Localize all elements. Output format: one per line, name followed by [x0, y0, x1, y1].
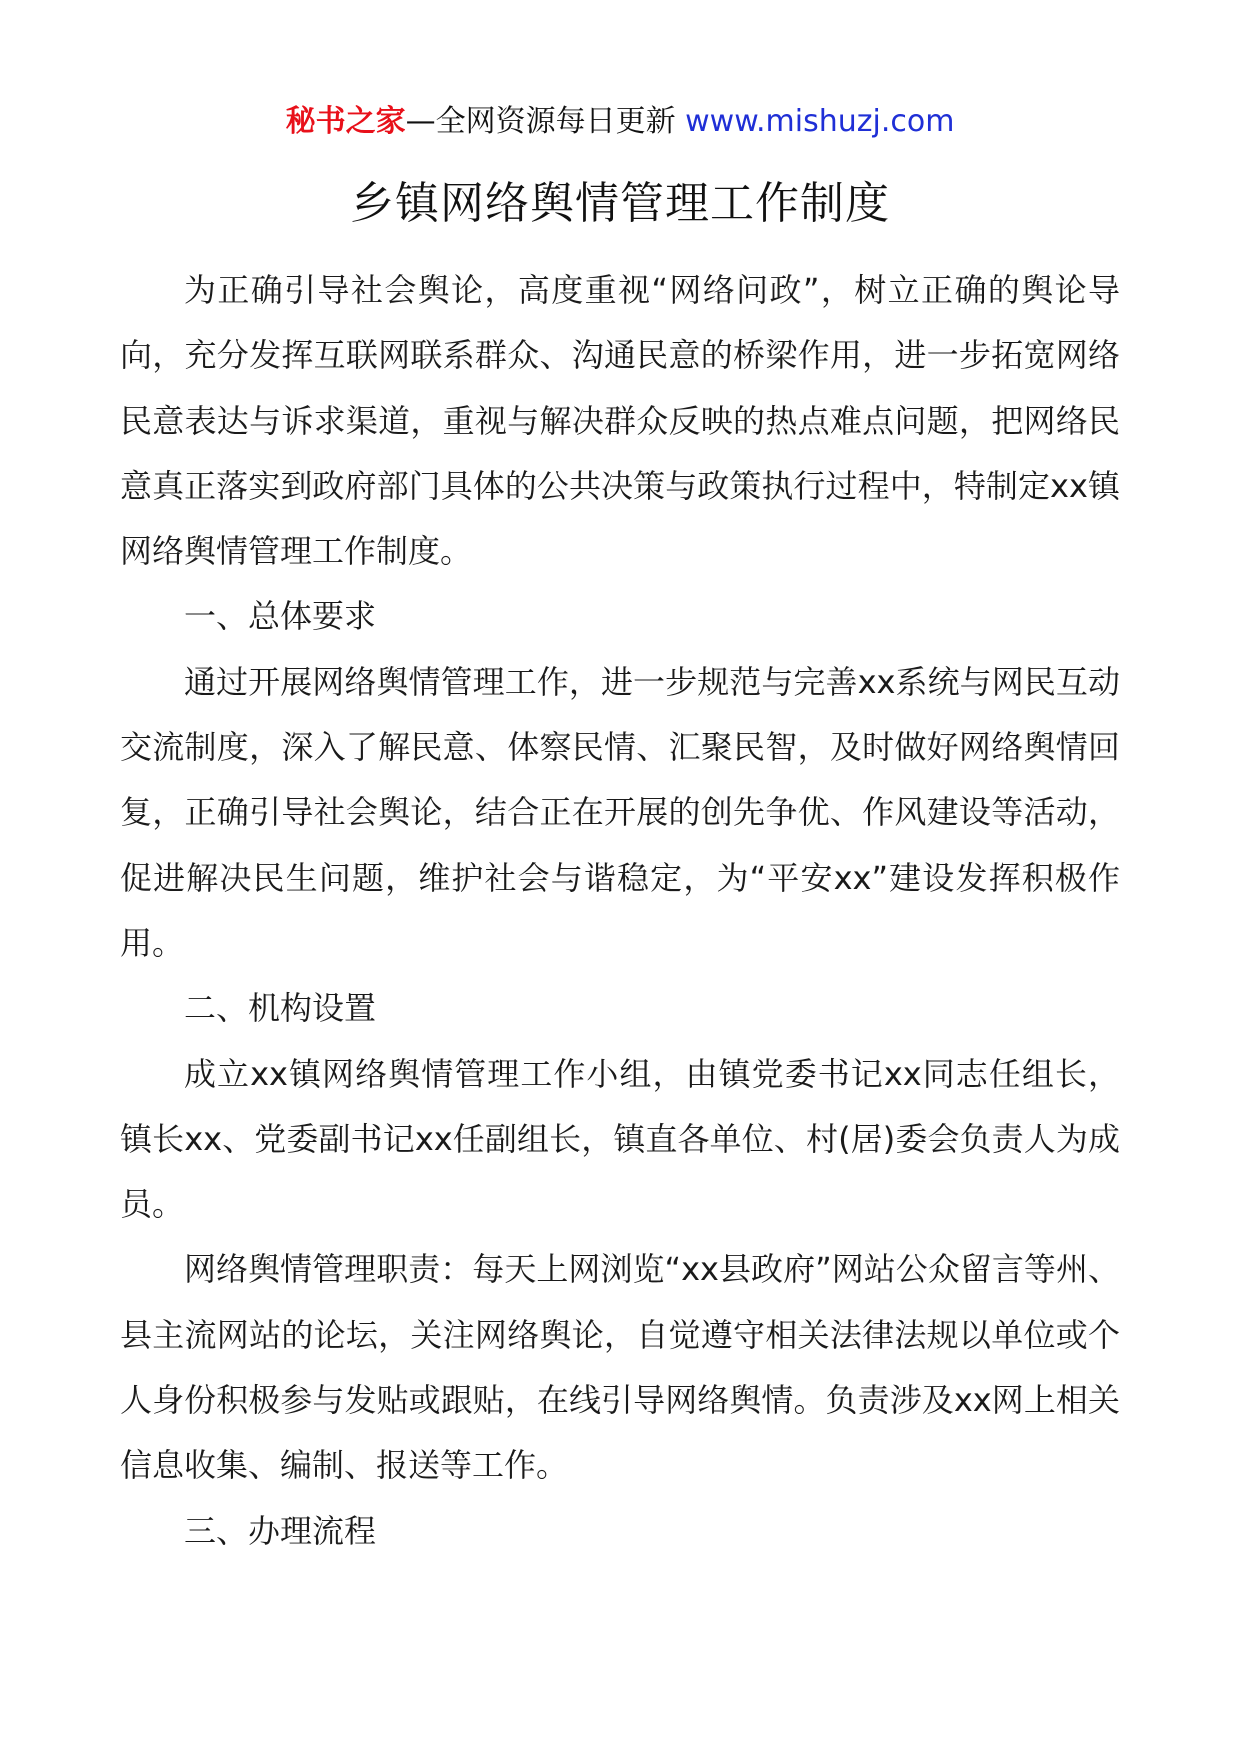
general-requirements-paragraph: 通过开展网络舆情管理工作，进一步规范与完善xx系统与网民互动交流制度，深入了解民意、体察民情、汇聚民智，及时做好网络舆情回复，正确引导社会舆论，结合正在开展的创先争优、作风建设等活动，促进解决民生问题，维护社会与谐稳定，为“平安xx”建设发挥积极作用。	[120, 662, 1120, 962]
site-header	[0, 100, 1240, 144]
section-heading-organization: 二、机构设置	[184, 989, 377, 1028]
brand-name: 秘书之家	[285, 104, 406, 139]
document-title: 乡镇网络舆情管理工作制度	[350, 178, 890, 229]
section-heading-general-requirements: 一、总体要求	[184, 597, 377, 636]
header-tagline: —全网资源每日更新	[405, 104, 686, 139]
section-heading-process: 三、办理流程	[184, 1511, 377, 1550]
duties-paragraph: 网络舆情管理职责：每天上网浏览“xx县政府”网站公众留言等州、县主流网站的论坛，关注网络舆论，自觉遵守相关法律法规以单位或个人身份积极参与发贴或跟贴，在线引导网络舆情。负责涉及xx网上相关信息收集、编制、报送等工作。	[120, 1250, 1120, 1485]
intro-paragraph: 为正确引导社会舆论，高度重视“网络问政”，树立正确的舆论导向，充分发挥互联网联系群众、沟通民意的桥梁作用，进一步拓宽网络民意表达与诉求渠道，重视与解决群众反映的热点难点问题，把网络民意真正落实到政府部门具体的公共决策与政策执行过程中，特制定xx镇网络舆情管理工作制度。	[120, 271, 1120, 571]
organization-paragraph: 成立xx镇网络舆情管理工作小组，由镇党委书记xx同志任组长，镇长xx、党委副书记xx任副组长，镇直各单位、村(居)委会负责人为成员。	[120, 1054, 1120, 1224]
site-url-link[interactable]: www.mishuzj.com	[685, 104, 955, 139]
document-body	[120, 258, 1120, 1564]
